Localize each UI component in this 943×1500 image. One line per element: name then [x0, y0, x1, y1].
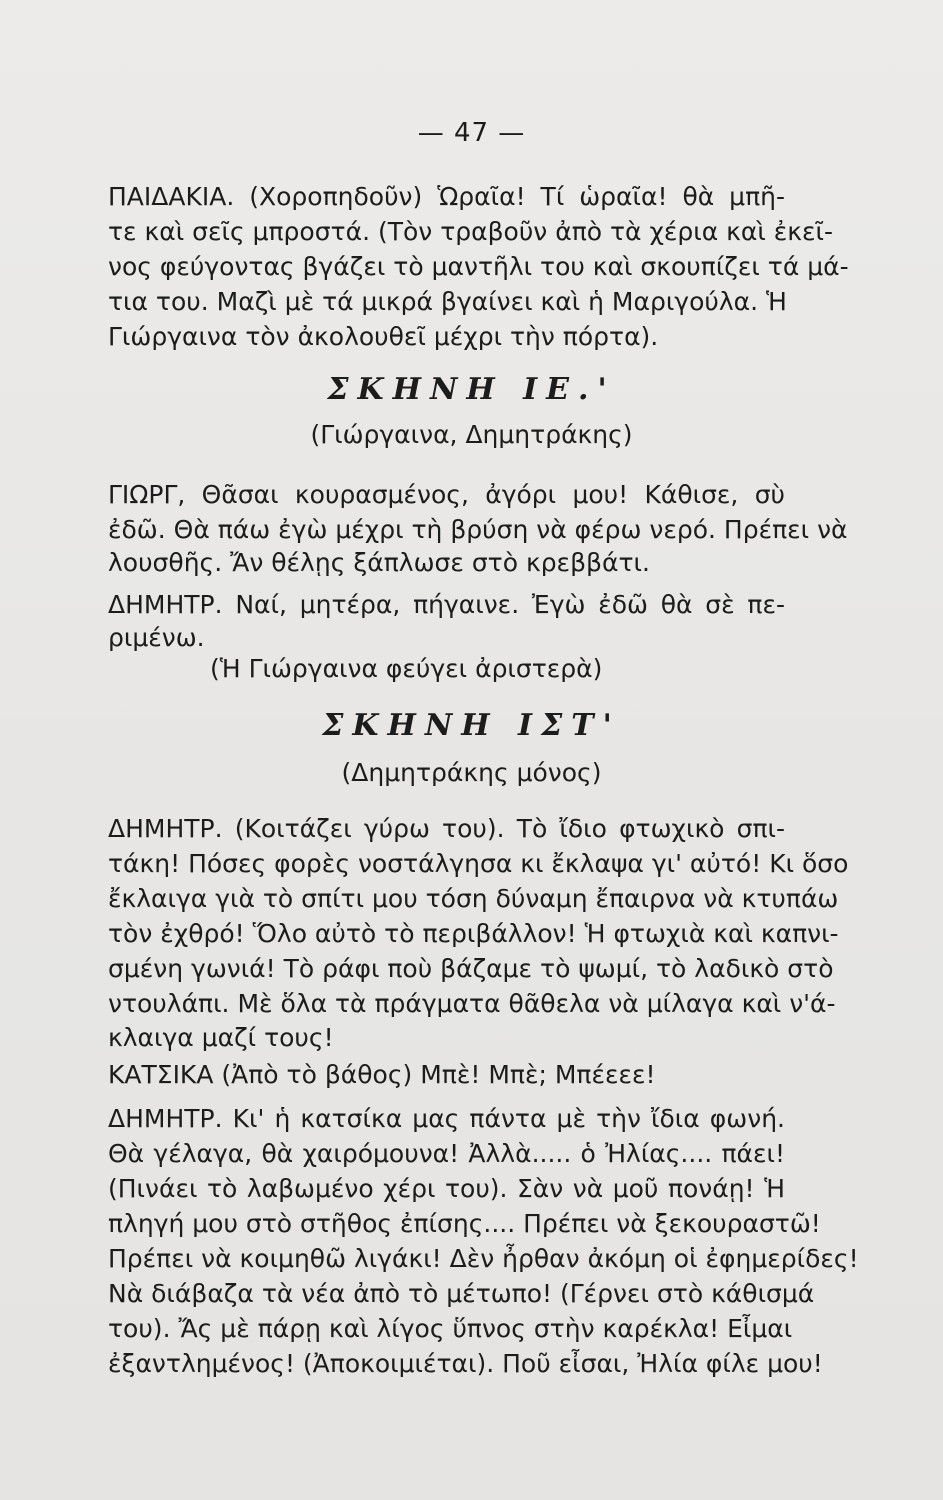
text-line: (Πινάει τὸ λαβωμένο χέρι του). Σὰν νὰ μοῦ πονάῃ! Ἡ: [108, 1174, 785, 1203]
text-line: ριμένω.: [108, 623, 205, 652]
text-line: Θὰ γέλαγα, θὰ χαιρόμουνα! Ἀλλὰ..... ὁ Ἠλίας.... πάει!: [108, 1139, 785, 1168]
text-line: σμένη γωνιά! Τὸ ράφι ποὺ βάζαμε τὸ ψωμί, τὸ λαδικὸ στὸ: [108, 954, 834, 983]
text-line: του). Ἄς μὲ πάρῃ καὶ λίγος ὕπνος στὴν καρέκλα! Εἶμαι: [108, 1314, 793, 1343]
scene-title: ΣΚΗΝΗ ΙΣΤ': [322, 708, 621, 743]
text-line: τια του. Μαζὶ μὲ τά μικρά βγαίνει καὶ ἡ Μαριγούλα. Ἡ: [108, 287, 787, 316]
text-line: ΔΗΜΗΤΡ. Κι' ἡ κατσίκα μας πάντα μὲ τὴν ἴδια φωνή.: [108, 1104, 785, 1133]
stage-direction: (Ἡ Γιώργαινα φεύγει ἀριστερὰ): [210, 654, 603, 683]
text-line: Πρέπει νὰ κοιμηθῶ λιγάκι! Δὲν ἦρθαν ἀκόμη οἱ ἐφημερίδες!: [108, 1244, 859, 1273]
text-line: ΓΙΩΡΓ, Θᾶσαι κουρασμένος, ἀγόρι μου! Κάθισε, σὺ: [108, 480, 785, 509]
scene-characters: (Γιώργαινα, Δημητράκης): [310, 420, 633, 449]
text-line: τάκη! Πόσες φορὲς νοστάλγησα κι ἔκλαψα γι' αὐτό! Κι ὅσο: [108, 849, 849, 878]
text-line: ἐξαντλημένος! (Ἀποκοιμιέται). Ποῦ εἶσαι, Ἠλία φίλε μου!: [108, 1349, 823, 1378]
scene-title: ΣΚΗΝΗ ΙΕ.': [327, 372, 616, 407]
text-line: κλαιγα μαζί τους!: [108, 1023, 334, 1052]
text-line: τὸν ἐχθρό! Ὅλο αὐτὸ τὸ περιβάλλον! Ἡ φτωχιὰ καὶ καπνι-: [108, 919, 839, 948]
text-line: ντουλάπι. Μὲ ὅλα τὰ πράγματα θᾶθελα νὰ μίλαγα καὶ ν'ά-: [108, 989, 836, 1018]
text-line: Νὰ διάβαζα τὰ νέα ἀπὸ τὸ μέτωπο! (Γέρνει στὸ κάθισμά: [108, 1279, 815, 1308]
text-line: ΔΗΜΗΤΡ. (Κοιτάζει γύρω του). Τὸ ἴδιο φτωχικὸ σπι-: [108, 814, 785, 843]
page-number: — 47 —: [417, 118, 526, 148]
text-line: ἐδῶ. Θὰ πάω ἐγὼ μέχρι τὴ βρύση νὰ φέρω νερό. Πρέπει νὰ: [108, 515, 848, 544]
text-line: λουσθῆς. Ἄν θέλῃς ξάπλωσε στὸ κρεββάτι.: [108, 548, 650, 577]
text-line: Γιώργαινα τὸν ἀκολουθεῖ μέχρι τὴν πόρτα).: [108, 322, 659, 351]
text-line: ἔκλαιγα γιὰ τὸ σπίτι μου τόση δύναμη ἔπαιρνα νὰ κτυπάω: [108, 884, 839, 913]
text-line: ΔΗΜΗΤΡ. Ναί, μητέρα, πήγαινε. Ἐγὼ ἐδῶ θὰ σὲ πε-: [108, 590, 785, 619]
scene-characters: (Δημητράκης μόνος): [341, 758, 602, 787]
text-line: ΠΑΙΔΑΚΙΑ. (Χοροπηδοῦν) Ὡραῖα! Τί ὡραῖα! θὰ μπῆ-: [108, 182, 785, 211]
text-line: νος φεύγοντας βγάζει τὸ μαντῆλι του καὶ σκουπίζει τά μά-: [108, 252, 849, 281]
text-line: πληγή μου στὸ στῆθος ἐπίσης.... Πρέπει νὰ ξεκουραστῶ!: [108, 1209, 821, 1238]
text-line: τε καὶ σεῖς μπροστά. (Τὸν τραβοῦν ἀπὸ τὰ χέρια καὶ ἐκεῖ-: [108, 217, 834, 246]
text-line: ΚΑΤΣΙΚΑ (Ἀπὸ τὸ βάθος) Μπὲ! Μπὲ; Μπέεεε!: [108, 1060, 656, 1089]
